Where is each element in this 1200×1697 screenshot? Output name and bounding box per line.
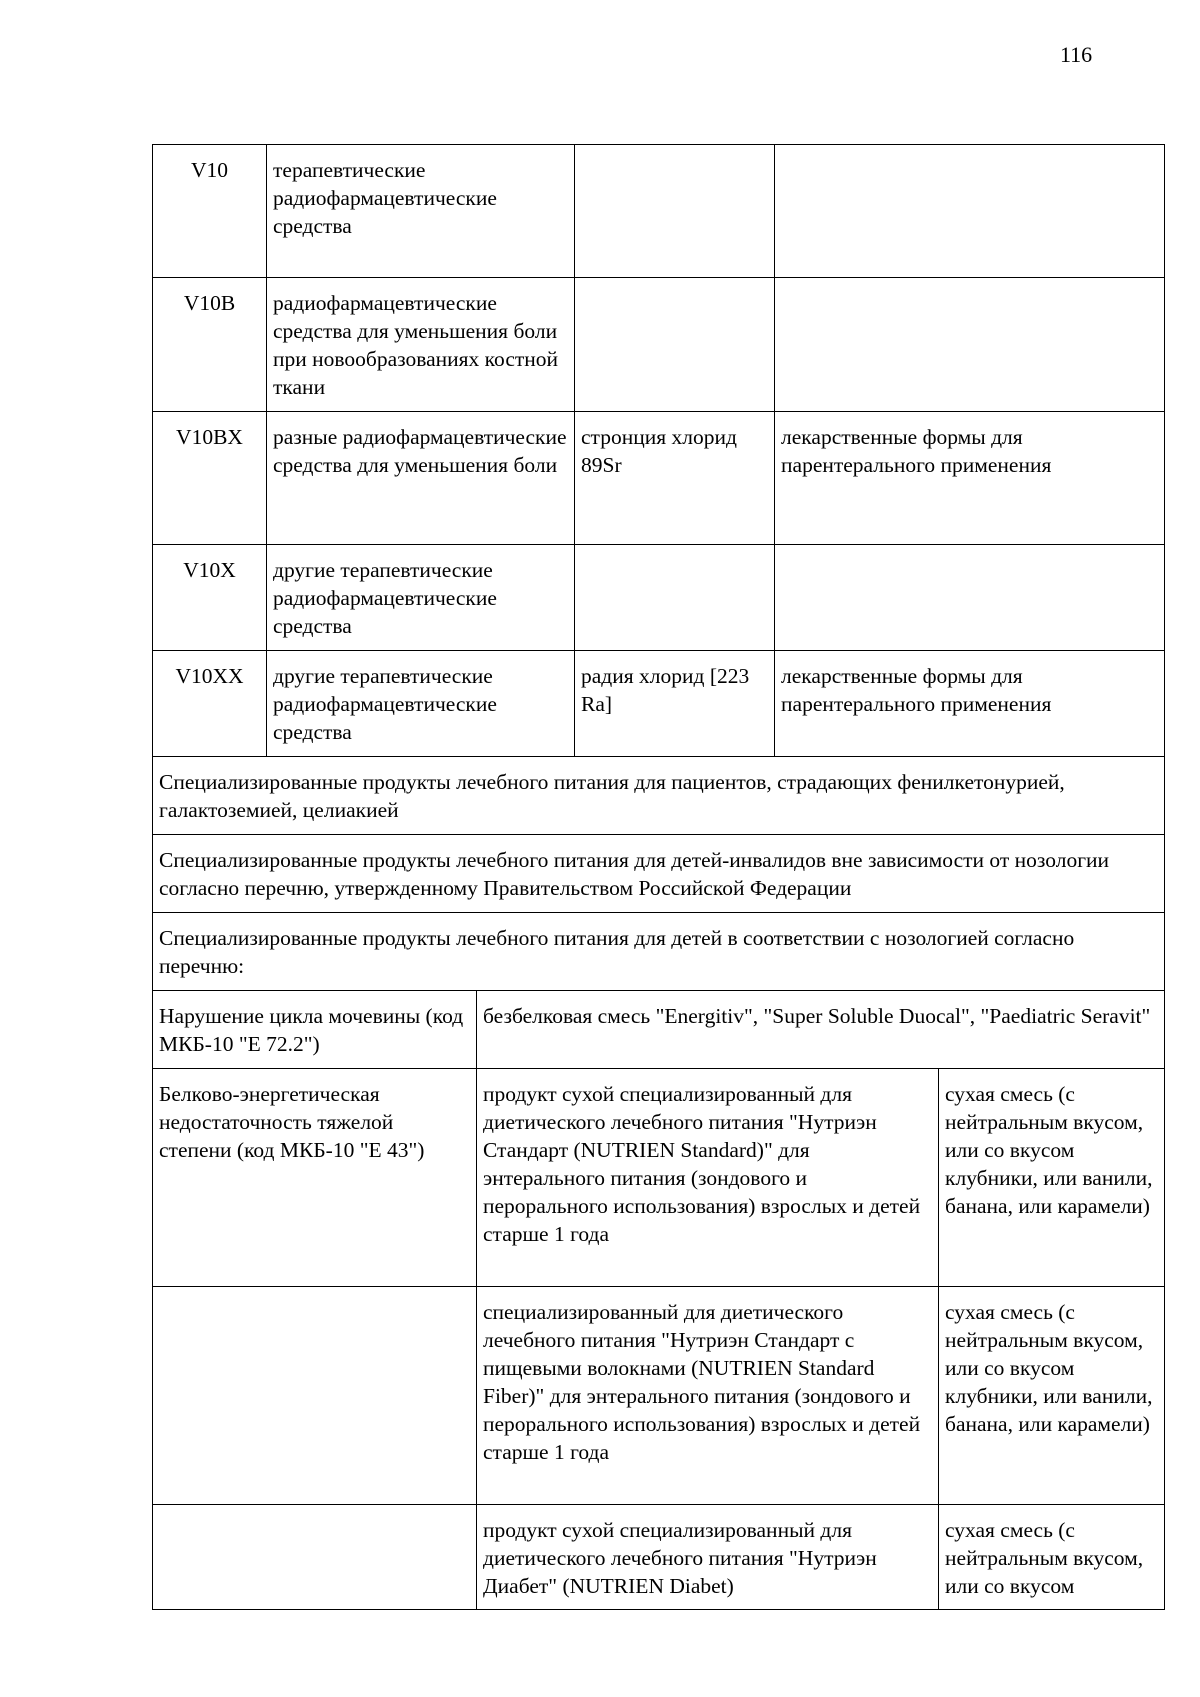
- section-header-row: [153, 913, 1165, 991]
- product-cell: безбелковая смесь "Energitiv", "Super Soluble Duocal", "Paediatric Seravit": [477, 991, 1165, 1069]
- condition-cell: Белково-энергетическая недостаточность тяжелой степени (код МКБ-10 "Е 43"): [153, 1069, 477, 1287]
- drug-name-cell: радия хлорид [223 Ra]: [575, 651, 775, 757]
- atc-code-cell: V10B: [153, 278, 267, 412]
- condition-cell: [153, 1505, 477, 1610]
- product-form-cell: сухая смесь (с нейтральным вкусом, или со вкусом клубники, или ванили, банана, или карамели): [939, 1069, 1165, 1287]
- drug-name-cell: стронция хлорид 89Sr: [575, 412, 775, 545]
- atc-group-cell: другие терапевтические радиофармацевтические средства: [267, 545, 575, 651]
- product-form-cell: сухая смесь (с нейтральным вкусом, или со вкусом: [939, 1505, 1165, 1610]
- table-row: [153, 145, 1165, 278]
- atc-code-cell: V10XX: [153, 651, 267, 757]
- atc-group-cell: радиофармацевтические средства для уменьшения боли при новообразованиях костной ткани: [267, 278, 575, 412]
- page-number: 116: [1060, 42, 1093, 67]
- drug-name-cell: [575, 145, 775, 278]
- atc-code-cell: V10X: [153, 545, 267, 651]
- section-header-row: [153, 757, 1165, 835]
- product-cell: продукт сухой специализированный для диетического лечебного питания "Нутриэн Диабет" (NUTRIEN Diabet): [477, 1505, 939, 1610]
- section-header-cell: Специализированные продукты лечебного питания для детей-инвалидов вне зависимости от нозологии согласно перечню, утвержденному Правительством Российской Федерации: [153, 835, 1165, 913]
- table-row: [153, 991, 1165, 1069]
- dosage-form-cell: лекарственные формы для парентерального применения: [775, 412, 1165, 545]
- dosage-form-cell: [775, 145, 1165, 278]
- dosage-form-cell: [775, 545, 1165, 651]
- drug-name-cell: [575, 545, 775, 651]
- condition-cell: Нарушение цикла мочевины (код МКБ-10 "Е 72.2"): [153, 991, 477, 1069]
- product-form-cell: сухая смесь (с нейтральным вкусом, или со вкусом клубники, или ванили, банана, или карамели): [939, 1287, 1165, 1505]
- atc-group-cell: другие терапевтические радиофармацевтические средства: [267, 651, 575, 757]
- table-row: [153, 1287, 1165, 1505]
- atc-group-cell: терапевтические радиофармацевтические средства: [267, 145, 575, 278]
- product-cell: продукт сухой специализированный для диетического лечебного питания "Нутриэн Стандарт (NUTRIEN Standard)" для энтерального питания (зондового и перорального использования) взрослых и детей старше 1 года: [477, 1069, 939, 1287]
- table-row: [153, 412, 1165, 545]
- section-header-row: [153, 835, 1165, 913]
- table-row: [153, 278, 1165, 412]
- table-row: [153, 1505, 1165, 1610]
- section-header-cell: Специализированные продукты лечебного питания для детей в соответствии с нозологией согласно перечню:: [153, 913, 1165, 991]
- drug-list-table: [152, 144, 1165, 1610]
- atc-code-cell: V10: [153, 145, 267, 278]
- dosage-form-cell: лекарственные формы для парентерального применения: [775, 651, 1165, 757]
- drug-name-cell: [575, 278, 775, 412]
- table-row: [153, 545, 1165, 651]
- atc-group-cell: разные радиофармацевтические средства для уменьшения боли: [267, 412, 575, 545]
- dosage-form-cell: [775, 278, 1165, 412]
- condition-cell: [153, 1287, 477, 1505]
- table-row: [153, 1069, 1165, 1287]
- product-cell: специализированный для диетического лечебного питания "Нутриэн Стандарт с пищевыми волокнами (NUTRIEN Standard Fiber)" для энтерального питания (зондового и перорального использования) взрослых и детей старше 1 года: [477, 1287, 939, 1505]
- table-row: [153, 651, 1165, 757]
- atc-code-cell: V10BX: [153, 412, 267, 545]
- section-header-cell: Специализированные продукты лечебного питания для пациентов, страдающих фенилкетонурией, галактоземией, целиакией: [153, 757, 1165, 835]
